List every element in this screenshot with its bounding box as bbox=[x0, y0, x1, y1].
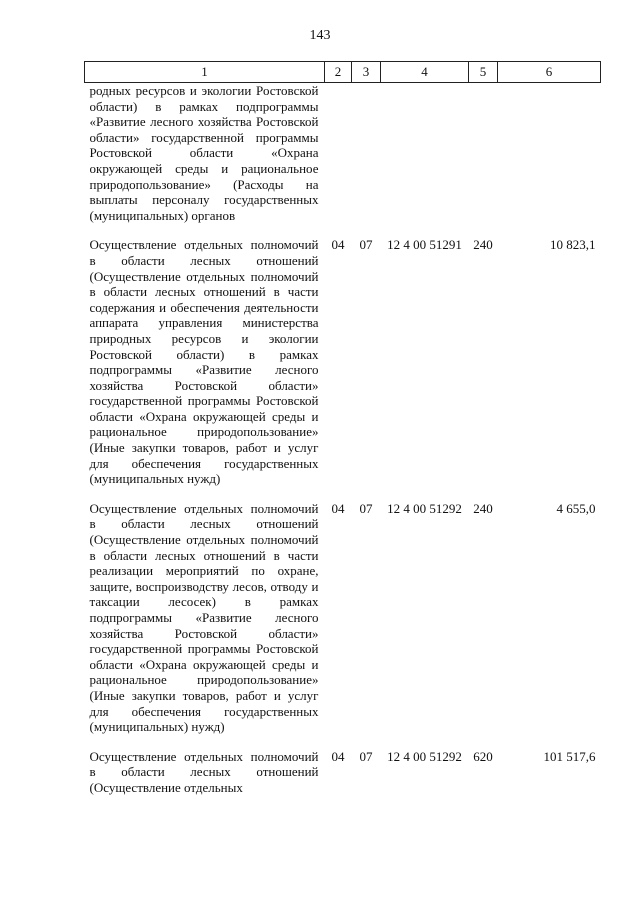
row-amount bbox=[498, 83, 601, 238]
page-number: 143 bbox=[309, 28, 331, 43]
row-subsection-code: 07 bbox=[359, 237, 373, 253]
row-description: Осуществление отдельных полномочий в области лесных отношений (Осуществление отдельных полномочий в области лесных отношений в части реализации мероприятий по охране, защите, воспроизводству лесов, отводу и таксации лесосек) в рамках подпрограммы «Развитие лесного хозяйства Ростовской области» государственной программы Ростовской области «Охрана окружающей среды и рациональное природопользование» (Иные закупки товаров, работ и услуг для обеспечения государственных (муниципальных) нужд) bbox=[89, 500, 319, 735]
row-target-code bbox=[381, 83, 469, 238]
row-expense-type bbox=[469, 83, 498, 238]
row-target-code: 12 4 00 51292 bbox=[387, 748, 462, 764]
row-target-code: 12 4 00 51292 bbox=[387, 500, 462, 516]
table-row bbox=[85, 749, 601, 796]
row-expense-type: 240 bbox=[473, 500, 493, 516]
row-section-code bbox=[325, 83, 352, 238]
column-header: 5 bbox=[469, 62, 498, 83]
column-header: 4 bbox=[381, 62, 469, 83]
row-expense-type: 620 bbox=[473, 748, 493, 764]
row-description: родных ресурсов и экологии Ростовской области) в рамках подпрограммы «Развитие лесного хозяйства Ростовской области» государственной программы Ростовской области «Охрана окружающей среды и рациональное природопользование» (Расходы на выплаты персоналу государственных (муниципальных) органов bbox=[89, 83, 319, 223]
row-description: Осуществление отдельных полномочий в области лесных отношений (Осуществление отдельных полномочий в области лесных отношений в части содержания и обеспечения деятельности аппарата управления министерства природных ресурсов и экологии Ростовской области) в рамках подпрограммы «Развитие лесного хозяйства Ростовской области» государственной программы Ростовской области «Охрана окружающей среды и рациональное природопользование» (Иные закупки товаров, работ и услуг для обеспечения государственных (муниципальных нужд) bbox=[89, 237, 319, 487]
row-amount: 101 517,6 bbox=[543, 748, 596, 764]
row-subsection-code: 07 bbox=[359, 748, 373, 764]
table-row bbox=[85, 237, 601, 501]
row-expense-type: 240 bbox=[473, 237, 493, 253]
table-header-row bbox=[85, 62, 601, 83]
row-amount: 10 823,1 bbox=[550, 237, 596, 253]
column-header: 6 bbox=[498, 62, 601, 83]
column-header: 3 bbox=[352, 62, 381, 83]
row-description: Осуществление отдельных полномочий в области лесных отношений (Осуществление отдельных bbox=[89, 748, 319, 795]
row-subsection-code bbox=[352, 83, 381, 238]
budget-table bbox=[84, 61, 601, 796]
row-section-code: 04 bbox=[331, 500, 345, 516]
row-section-code: 04 bbox=[331, 748, 345, 764]
column-header: 2 bbox=[325, 62, 352, 83]
row-amount: 4 655,0 bbox=[556, 500, 596, 516]
column-header: 1 bbox=[85, 62, 325, 83]
row-target-code: 12 4 00 51291 bbox=[387, 237, 462, 253]
row-section-code: 04 bbox=[331, 237, 345, 253]
row-subsection-code: 07 bbox=[359, 500, 373, 516]
table-row bbox=[85, 501, 601, 749]
table-row bbox=[85, 83, 601, 238]
